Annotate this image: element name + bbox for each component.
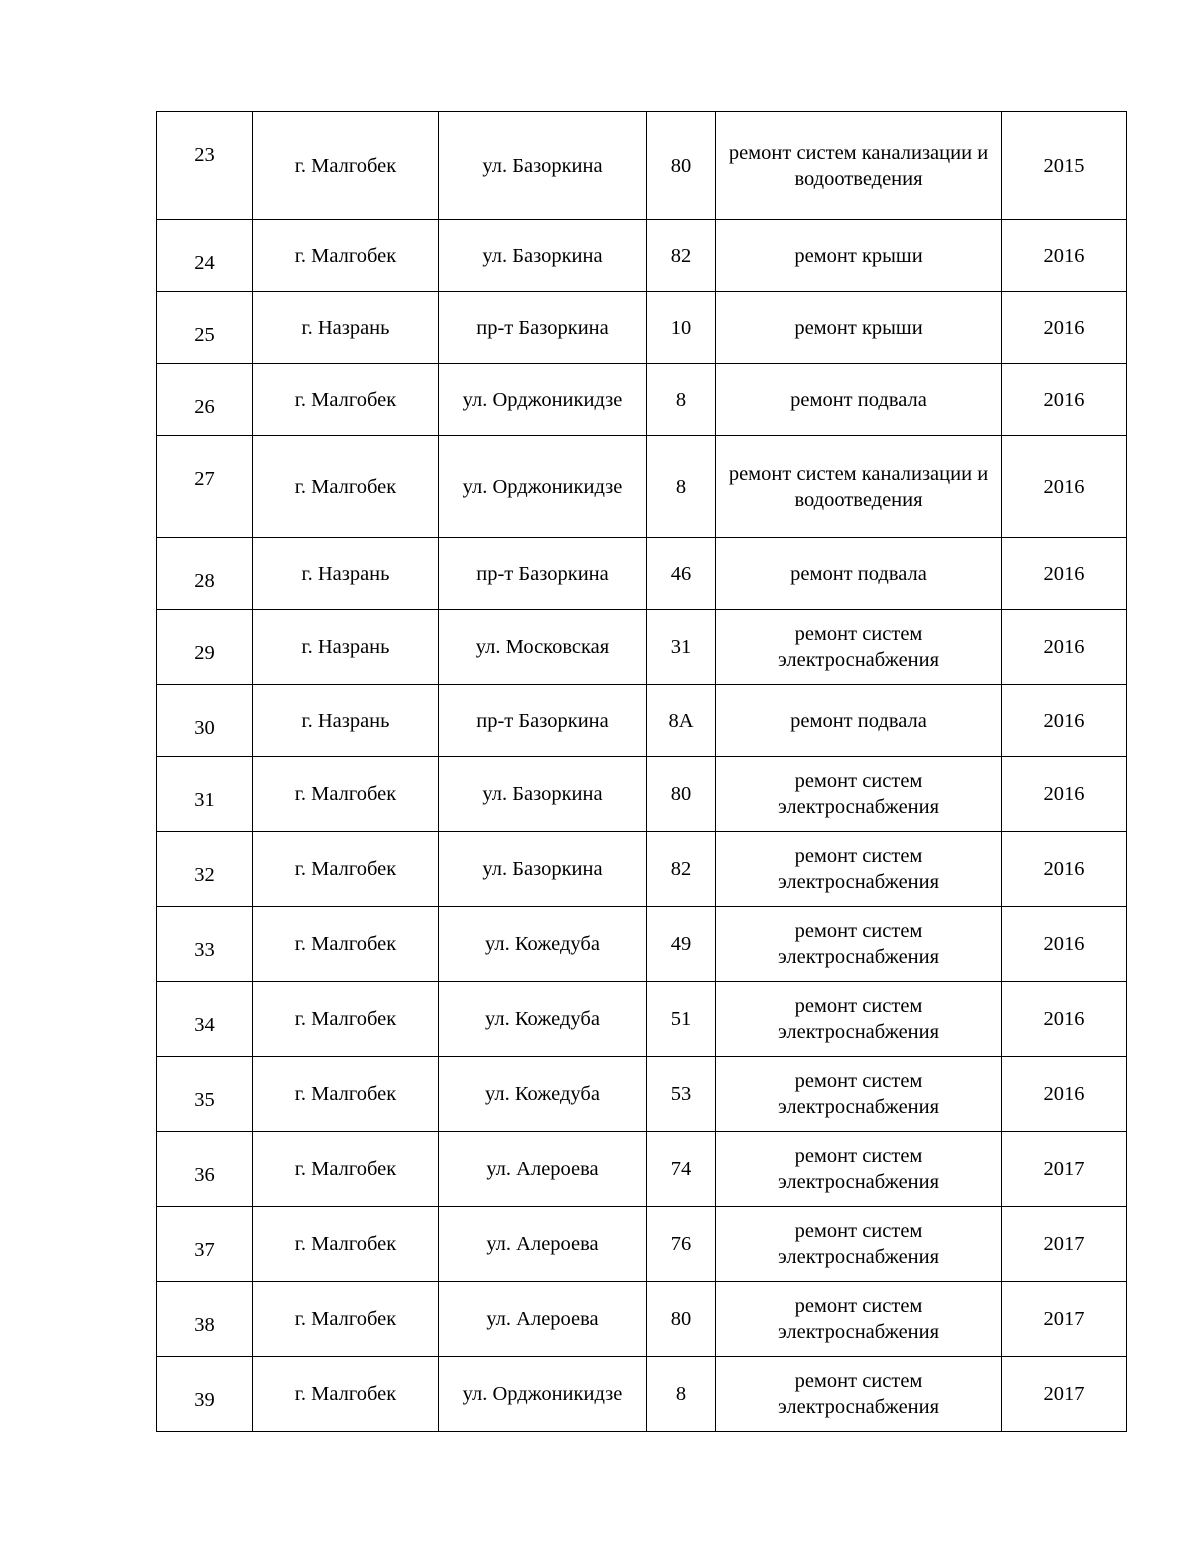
table-row [157,832,1127,907]
street-cell: ул. Кожедуба [439,907,647,982]
city-cell: г. Малгобек [253,364,439,436]
city-cell: г. Малгобек [253,757,439,832]
city-cell: г. Малгобек [253,1132,439,1207]
street-cell: ул. Базоркина [439,220,647,292]
street-cell: ул. Базоркина [439,832,647,907]
row-number: 35 [157,1057,253,1132]
house-number-cell: 80 [647,1282,716,1357]
work-type-cell: ремонт систем электроснабжения [716,757,1002,832]
city-cell: г. Малгобек [253,1207,439,1282]
year-cell: 2016 [1002,610,1127,685]
street-cell: ул. Кожедуба [439,982,647,1057]
table-row [157,610,1127,685]
work-type-cell: ремонт подвала [716,685,1002,757]
row-number: 30 [157,685,253,757]
street-cell: ул. Базоркина [439,757,647,832]
house-number-cell: 8 [647,364,716,436]
work-type-cell: ремонт систем электроснабжения [716,1357,1002,1432]
table-row [157,112,1127,220]
work-type-cell: ремонт крыши [716,292,1002,364]
work-type-cell: ремонт систем канализации и водоотведения [716,436,1002,538]
year-cell: 2016 [1002,907,1127,982]
row-number: 39 [157,1357,253,1432]
row-number: 25 [157,292,253,364]
row-number: 24 [157,220,253,292]
table-row [157,292,1127,364]
table-row [157,538,1127,610]
work-type-cell: ремонт систем электроснабжения [716,982,1002,1057]
work-type-cell: ремонт систем канализации и водоотведения [716,112,1002,220]
year-cell: 2017 [1002,1282,1127,1357]
city-cell: г. Назрань [253,538,439,610]
street-cell: ул. Алероева [439,1282,647,1357]
house-number-cell: 8 [647,1357,716,1432]
street-cell: ул. Базоркина [439,112,647,220]
row-number: 29 [157,610,253,685]
row-number: 23 [157,112,253,220]
table-body [157,112,1127,1432]
work-type-cell: ремонт подвала [716,538,1002,610]
repair-schedule-table [156,111,1127,1432]
work-type-cell: ремонт систем электроснабжения [716,832,1002,907]
city-cell: г. Малгобек [253,436,439,538]
house-number-cell: 80 [647,112,716,220]
house-number-cell: 8А [647,685,716,757]
year-cell: 2015 [1002,112,1127,220]
row-number: 36 [157,1132,253,1207]
city-cell: г. Малгобек [253,832,439,907]
row-number: 27 [157,436,253,538]
street-cell: пр-т Базоркина [439,538,647,610]
street-cell: ул. Орджоникидзе [439,1357,647,1432]
work-type-cell: ремонт систем электроснабжения [716,610,1002,685]
year-cell: 2016 [1002,832,1127,907]
house-number-cell: 51 [647,982,716,1057]
year-cell: 2017 [1002,1357,1127,1432]
work-type-cell: ремонт подвала [716,364,1002,436]
house-number-cell: 76 [647,1207,716,1282]
year-cell: 2016 [1002,757,1127,832]
house-number-cell: 49 [647,907,716,982]
table-row [157,364,1127,436]
work-type-cell: ремонт крыши [716,220,1002,292]
table-row [157,1207,1127,1282]
city-cell: г. Малгобек [253,1057,439,1132]
row-number: 38 [157,1282,253,1357]
house-number-cell: 82 [647,832,716,907]
table-row [157,1282,1127,1357]
year-cell: 2016 [1002,685,1127,757]
city-cell: г. Назрань [253,685,439,757]
street-cell: ул. Алероева [439,1207,647,1282]
street-cell: ул. Орджоникидзе [439,436,647,538]
work-type-cell: ремонт систем электроснабжения [716,1207,1002,1282]
table-row [157,1132,1127,1207]
city-cell: г. Назрань [253,292,439,364]
street-cell: ул. Алероева [439,1132,647,1207]
row-number: 28 [157,538,253,610]
city-cell: г. Малгобек [253,982,439,1057]
year-cell: 2017 [1002,1207,1127,1282]
house-number-cell: 80 [647,757,716,832]
row-number: 37 [157,1207,253,1282]
house-number-cell: 53 [647,1057,716,1132]
table-row [157,757,1127,832]
table-row [157,907,1127,982]
row-number: 32 [157,832,253,907]
year-cell: 2016 [1002,292,1127,364]
city-cell: г. Назрань [253,610,439,685]
year-cell: 2016 [1002,538,1127,610]
work-type-cell: ремонт систем электроснабжения [716,1132,1002,1207]
row-number: 34 [157,982,253,1057]
house-number-cell: 8 [647,436,716,538]
street-cell: пр-т Базоркина [439,685,647,757]
year-cell: 2016 [1002,982,1127,1057]
street-cell: пр-т Базоркина [439,292,647,364]
row-number: 33 [157,907,253,982]
work-type-cell: ремонт систем электроснабжения [716,1282,1002,1357]
year-cell: 2016 [1002,1057,1127,1132]
house-number-cell: 10 [647,292,716,364]
year-cell: 2016 [1002,436,1127,538]
house-number-cell: 74 [647,1132,716,1207]
work-type-cell: ремонт систем электроснабжения [716,1057,1002,1132]
city-cell: г. Малгобек [253,1282,439,1357]
year-cell: 2016 [1002,220,1127,292]
row-number: 26 [157,364,253,436]
street-cell: ул. Орджоникидзе [439,364,647,436]
year-cell: 2017 [1002,1132,1127,1207]
city-cell: г. Малгобек [253,1357,439,1432]
house-number-cell: 82 [647,220,716,292]
table-row [157,1057,1127,1132]
table-row [157,436,1127,538]
table-row [157,685,1127,757]
city-cell: г. Малгобек [253,907,439,982]
city-cell: г. Малгобек [253,220,439,292]
house-number-cell: 31 [647,610,716,685]
table-row [157,220,1127,292]
year-cell: 2016 [1002,364,1127,436]
street-cell: ул. Кожедуба [439,1057,647,1132]
house-number-cell: 46 [647,538,716,610]
table-row [157,1357,1127,1432]
work-type-cell: ремонт систем электроснабжения [716,907,1002,982]
table-row [157,982,1127,1057]
street-cell: ул. Московская [439,610,647,685]
city-cell: г. Малгобек [253,112,439,220]
row-number: 31 [157,757,253,832]
